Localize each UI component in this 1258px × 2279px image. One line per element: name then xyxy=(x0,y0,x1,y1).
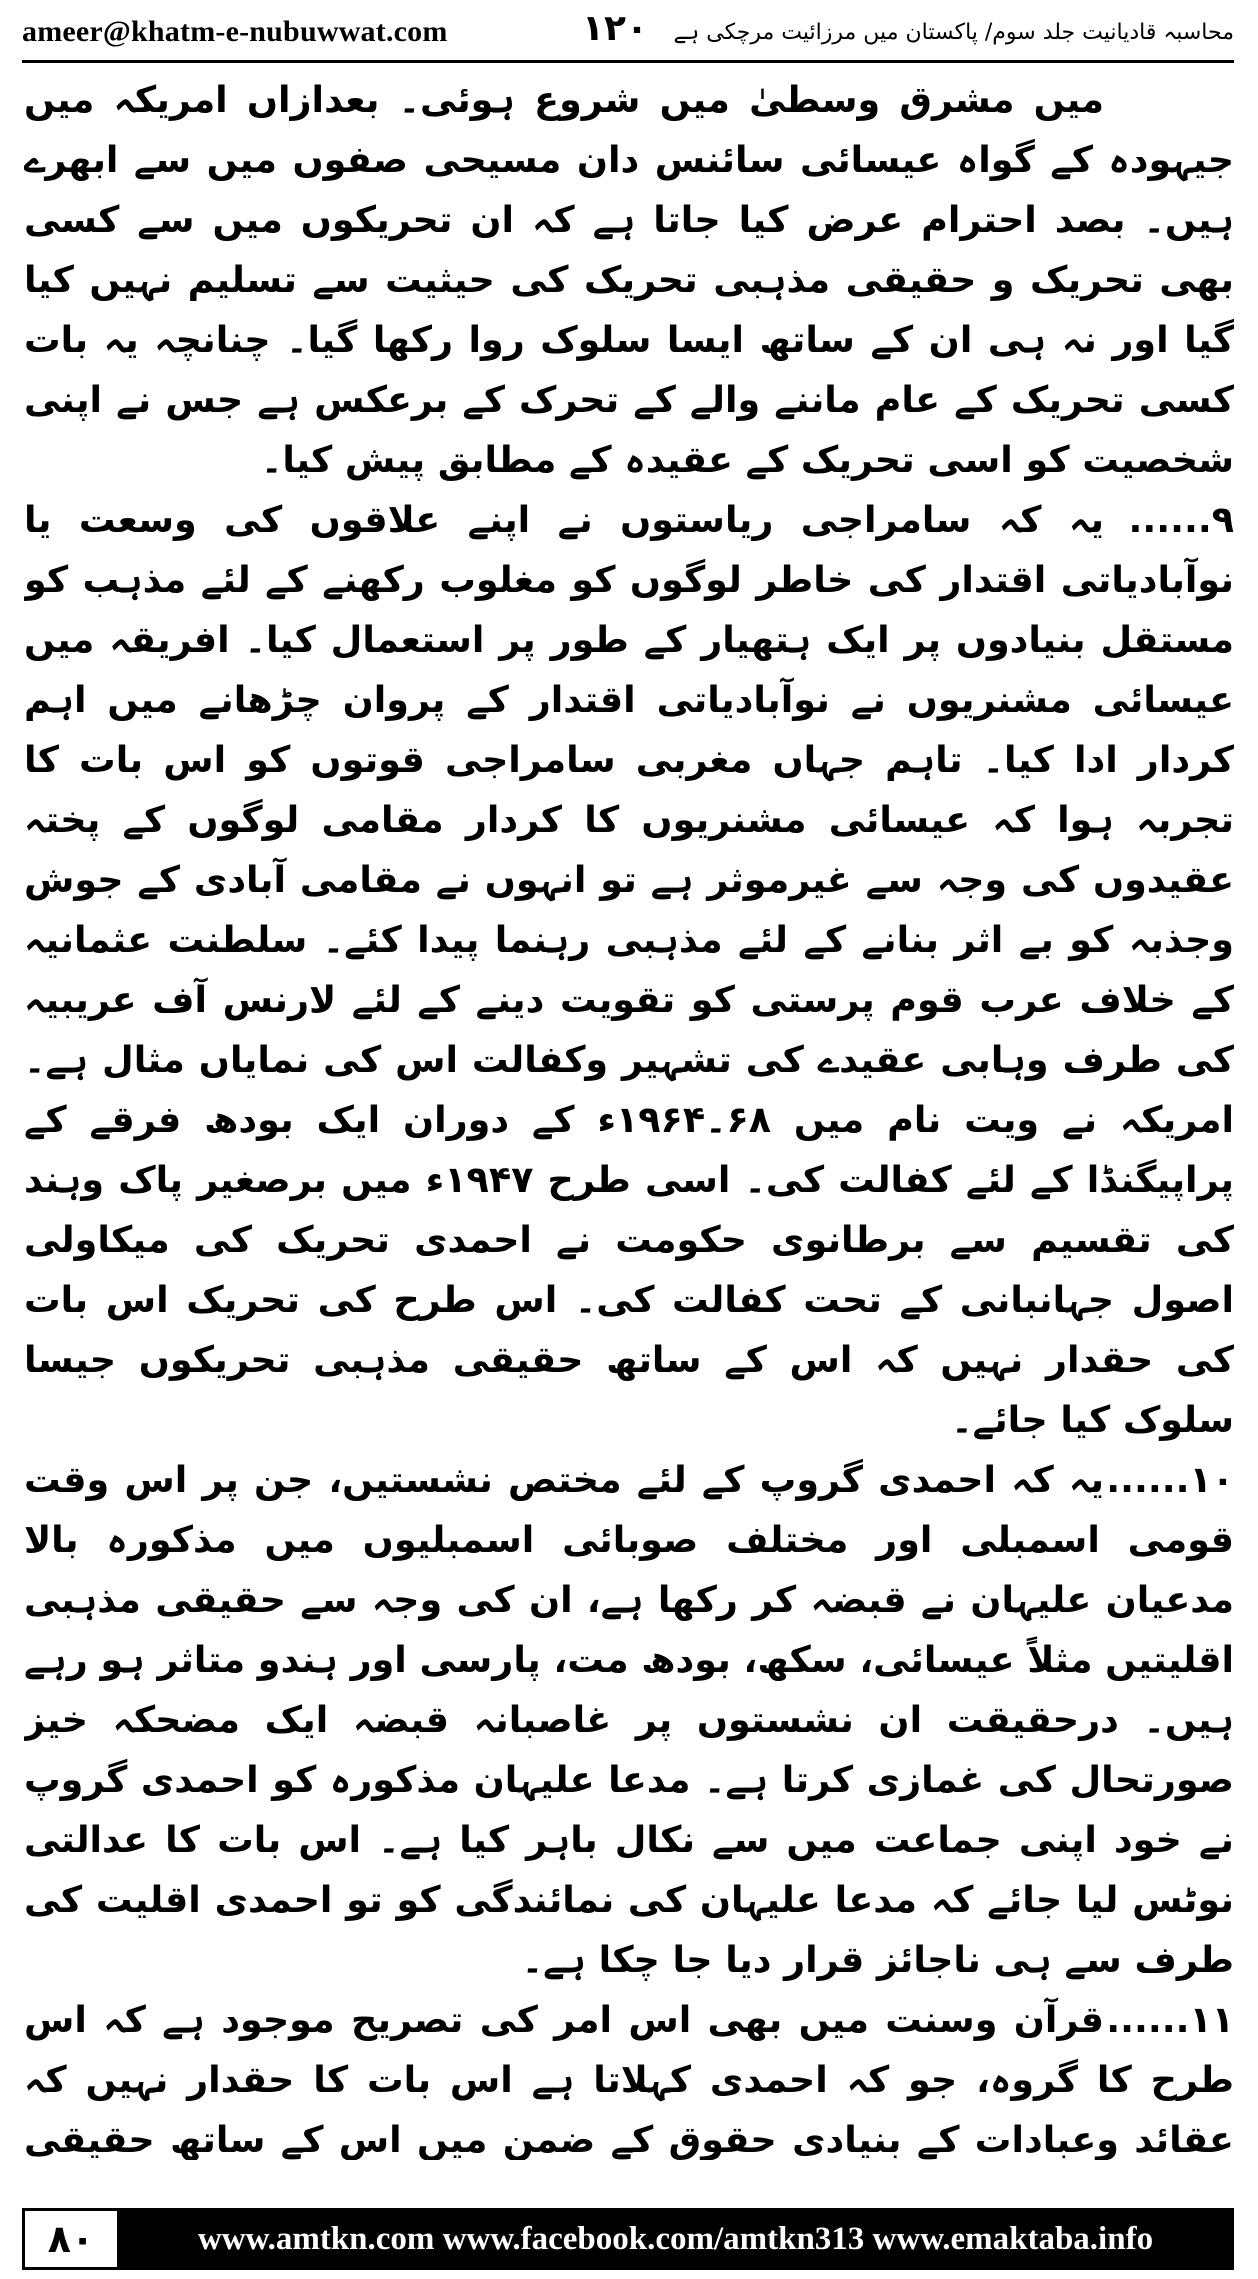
paragraph-number: ۱۱...... xyxy=(1106,1998,1234,2041)
header-email: ameer@khatm-e-nubuwwat.com xyxy=(22,15,448,48)
paragraph xyxy=(24,1990,1234,2160)
paragraph-text: یہ کہ احمدی گروپ کے لئے مختص نشستیں، جن پر اس وقت قومی اسمبلی اور مختلف صوبائی اسمبلیوں میں مذکورہ بالا مدعیان علیہان نے قبضہ کر رکھا ہے، ان کی وجہ سے حقیقی مذہبی اقلیتیں مثلاً عیسائی، سکھ، بودھ مت، پارسی اور ہندو متاثر ہو رہے ہیں۔ درحقیقت ان نشستوں پر غاصبانہ قبضہ ایک مضحکہ خیز صورتحال کی غمازی کرتا ہے۔ مدعا علیہان مذکورہ کو احمدی گروپ نے خود اپنی جماعت میں سے نکال باہر کیا ہے۔ اس بات کا عدالتی نوٹس لیا جائے کہ مدعا علیہان کی نمائندگی کو تو احمدی اقلیت کی طرف سے ہی ناجائز قرار دیا جا چکا ہے۔ xyxy=(24,1458,1234,1981)
paragraph-text: میں مشرق وسطیٰ میں شروع ہوئی۔ بعدازاں امریکہ میں جیہودہ کے گواہ عیسائی سائنس دان مسیحی صفوں میں سے ابھرے ہیں۔ بصد احترام عرض کیا جاتا ہے کہ ان تحریکوں میں سے کسی بھی تحریک و حقیقی مذہبی تحریک کی حیثیت سے تسلیم نہیں کیا گیا اور نہ ہی ان کے ساتھ ایسا سلوک روا رکھا گیا۔ چنانچہ یہ بات کسی تحریک کے عام ماننے والے کے تحرک کے برعکس ہے جس نے اپنی شخصیت کو اسی تحریک کے عقیدہ کے مطابق پیش کیا۔ xyxy=(24,78,1234,481)
paragraph xyxy=(24,1450,1234,1990)
paragraph-number: ۱۰...... xyxy=(1106,1458,1234,1501)
page-footer xyxy=(22,2208,1234,2270)
header-book-title: محاسبہ قادیانیت جلد سوم/ پاکستان میں مرزائیت مرچکی ہے xyxy=(673,19,1234,45)
page-body xyxy=(24,70,1234,2160)
paragraph-text: یہ کہ سامراجی ریاستوں نے اپنے علاقوں کی وسعت یا نوآبادیاتی اقتدار کی خاطر لوگوں کو مغلوب رکھنے کے لئے مذہب کو مستقل بنیادوں پر ایک ہتھیار کے طور پر استعمال کیا۔ افریقہ میں عیسائی مشنریوں نے نوآبادیاتی اقتدار کے پروان چڑھانے میں اہم کردار ادا کیا۔ تاہم جہاں مغربی سامراجی قوتوں کو اس بات کا تجربہ ہوا کہ عیسائی مشنریوں کا کردار مقامی لوگوں کے پختہ عقیدوں کی وجہ سے غیرموثر ہے تو انہوں نے مقامی آبادی کے جوش وجذبہ کو بے اثر بنانے کے لئے مذہبی رہنما پیدا کئے۔ سلطنت عثمانیہ کے خلاف عرب قوم پرستی کو تقویت دینے کے لئے لارنس آف عریبیہ کی طرف وہابی عقیدے کی تشہیر وکفالت اس کی نمایاں مثال ہے۔ امریکہ نے ویت نام میں ۶۸۔۱۹۶۴ء کے دوران ایک بودھ فرقے کے پراپیگنڈا کے لئے کفالت کی۔ اسی طرح ۱۹۴۷ء میں برصغیر پاک وہند کی تقسیم سے برطانوی حکومت نے احمدی تحریک کی میکاولی اصول جہانبانی کے تحت کفالت کی۔ اس طرح کی تحریک اس بات کی حقدار نہیں کہ اس کے ساتھ حقیقی مذہبی تحریکوں جیسا سلوک کیا جائے۔ xyxy=(24,498,1234,1441)
paragraph xyxy=(24,490,1234,1450)
page-header xyxy=(22,6,1234,58)
paragraph-number: ۹...... xyxy=(1128,498,1234,541)
header-page-number: ۱۲۰ xyxy=(582,8,648,49)
paragraph xyxy=(24,70,1234,490)
header-divider xyxy=(22,60,1234,63)
footer-links[interactable]: www.amtkn.com www.facebook.com/amtkn313 www.emaktaba.info xyxy=(117,2208,1234,2270)
paragraph-text: قرآن وسنت میں بھی اس امر کی تصریح موجود ہے کہ اس طرح کا گروہ، جو کہ احمدی کہلاتا ہے اس بات کا حقدار نہیں کہ عقائد وعبادات کے بنیادی حقوق کے ضمن میں اس کے ساتھ حقیقی xyxy=(24,1998,1234,2160)
footer-page-number: ۸۰ xyxy=(22,2208,117,2270)
